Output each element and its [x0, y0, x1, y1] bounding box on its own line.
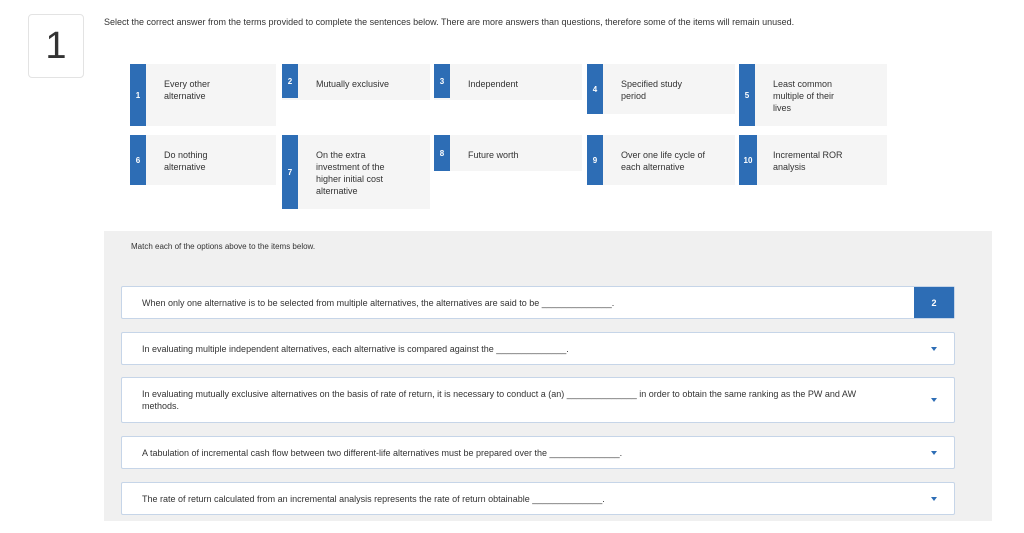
item-sentence: In evaluating mutually exclusive alternatives on the basis of rate of return, it is necessary to conduct a (an) ______________ in order to obtain the same ranking as the PW and AW methods.	[142, 389, 857, 411]
term-label: Least common multiple of their lives	[773, 79, 835, 113]
term-label: Future worth	[468, 150, 519, 160]
match-panel	[104, 231, 992, 521]
term-number-badge: 2	[282, 64, 298, 98]
term-tile-6[interactable]	[130, 135, 276, 185]
item-sentence: The rate of return calculated from an incremental analysis represents the rate of return obtainable ______________.	[142, 494, 605, 504]
term-tile-9[interactable]	[587, 135, 735, 185]
term-number-badge: 6	[130, 135, 146, 185]
term-tile-7[interactable]	[282, 135, 430, 209]
term-tile-4[interactable]	[587, 64, 735, 114]
term-tile-2[interactable]	[282, 64, 430, 100]
term-number-badge: 9	[587, 135, 603, 185]
term-number-badge: 8	[434, 135, 450, 171]
question-number: 1	[28, 14, 84, 78]
answer-select[interactable]	[914, 437, 954, 468]
term-number-badge: 1	[130, 64, 146, 126]
term-label: Do nothing alternative	[164, 150, 208, 172]
match-item-4	[121, 436, 955, 469]
match-item-3	[121, 377, 955, 423]
term-tile-8[interactable]	[434, 135, 582, 171]
term-label: Over one life cycle of each alternative	[621, 150, 706, 172]
term-label: On the extra investment of the higher initial cost alternative	[316, 150, 385, 196]
item-sentence: A tabulation of incremental cash flow between two different-life alternatives must be prepared over the ______________.	[142, 448, 623, 458]
term-number-badge: 5	[739, 64, 755, 126]
term-label: Mutually exclusive	[316, 79, 390, 89]
term-number-badge: 7	[282, 135, 298, 209]
term-number-badge: 10	[739, 135, 757, 185]
match-instructions: Match each of the options above to the items below.	[131, 242, 316, 251]
chevron-down-icon	[931, 398, 937, 402]
instructions-text: Select the correct answer from the terms provided to complete the sentences below. There are more answers than questions, therefore some of the items will remain unused.	[104, 17, 795, 27]
term-tile-5[interactable]	[739, 64, 887, 126]
item-sentence: In evaluating multiple independent alternatives, each alternative is compared against the ______________.	[142, 344, 569, 354]
term-tile-1[interactable]	[130, 64, 276, 126]
term-tile-3[interactable]	[434, 64, 582, 100]
term-tile-10[interactable]	[739, 135, 887, 185]
answer-select[interactable]: 2	[914, 287, 954, 318]
answer-select[interactable]	[914, 333, 954, 364]
term-number-badge: 3	[434, 64, 450, 98]
item-sentence: When only one alternative is to be selected from multiple alternatives, the alternatives are said to be ______________.	[142, 298, 615, 308]
chevron-down-icon	[931, 347, 937, 351]
term-label: Independent	[468, 79, 519, 89]
term-number-badge: 4	[587, 64, 603, 114]
match-item-5	[121, 482, 955, 515]
chevron-down-icon	[931, 451, 937, 455]
chevron-down-icon	[931, 497, 937, 501]
match-item-1	[121, 286, 955, 319]
answer-select[interactable]	[914, 378, 954, 422]
answer-select[interactable]	[914, 483, 954, 514]
match-item-2	[121, 332, 955, 365]
term-label: Specified study period	[621, 79, 683, 101]
term-label: Every other alternative	[164, 79, 211, 101]
term-label: Incremental ROR analysis	[773, 150, 843, 172]
